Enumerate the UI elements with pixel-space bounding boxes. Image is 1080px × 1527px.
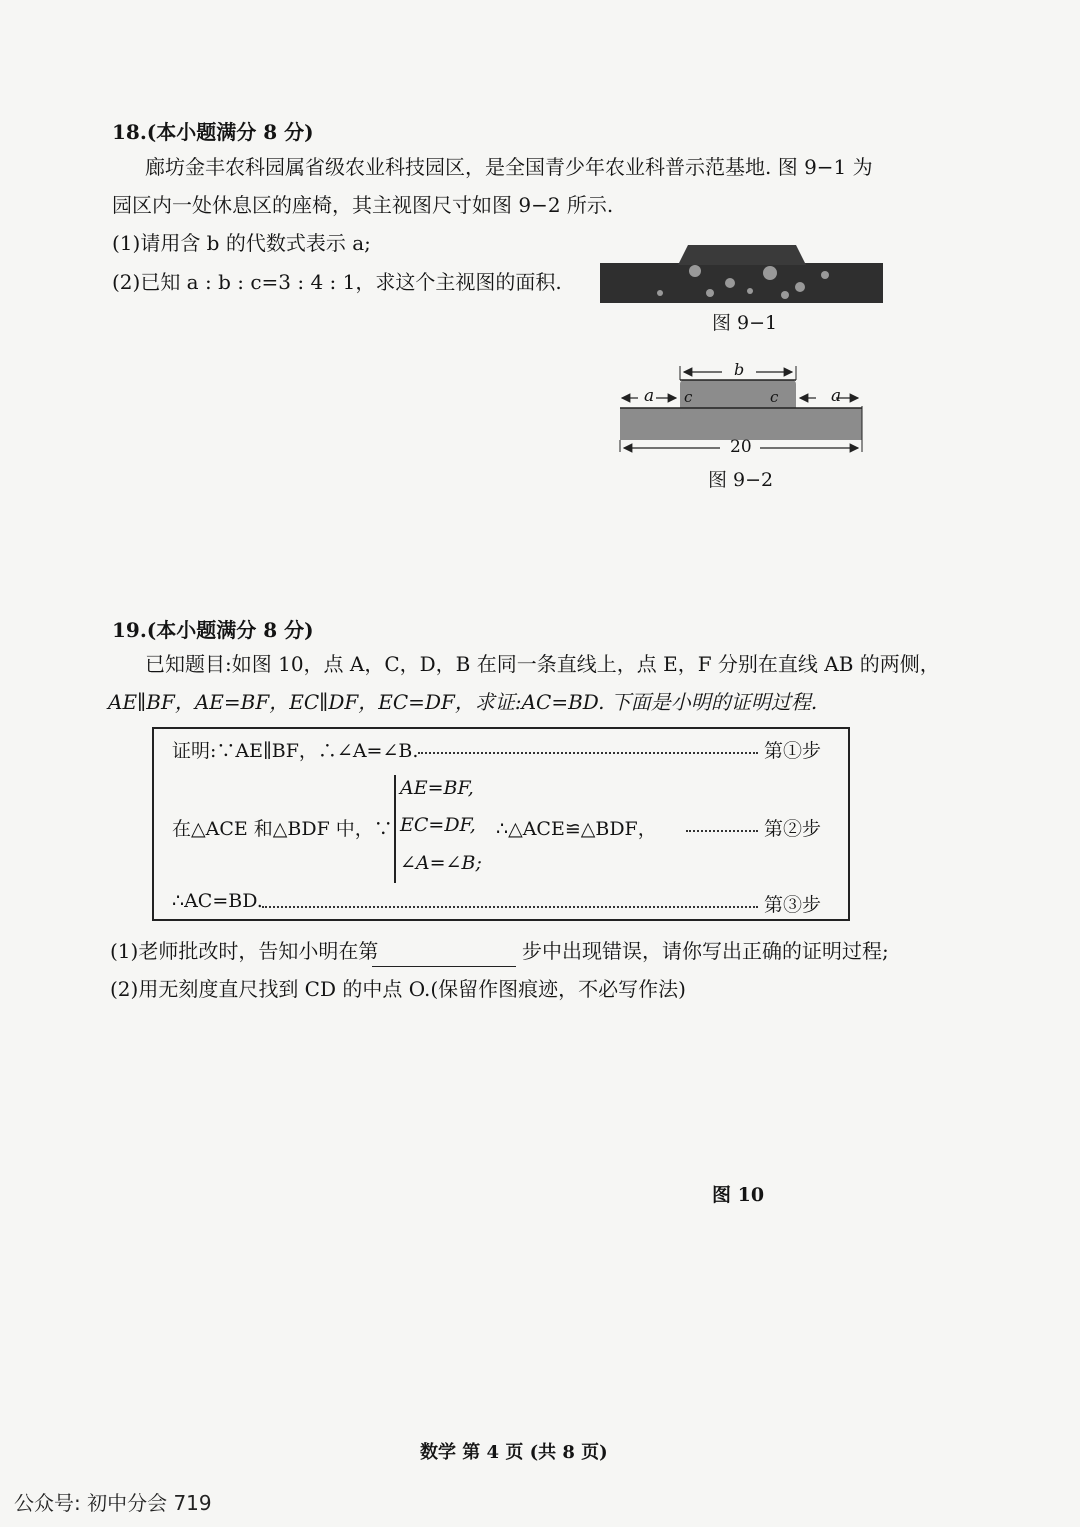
proof-step-2-label: 第②步 (764, 818, 822, 840)
proof-line-1-dots (418, 752, 758, 754)
figure-9-1-bench-photo (600, 243, 883, 303)
proof-line-2-prefix: 在△ACE 和△BDF 中，∵ (172, 818, 393, 840)
q18-title: 18.(本小题满分 8 分) (112, 120, 314, 144)
proof-line-2-dots (686, 830, 758, 832)
figure-9-1-caption: 图 9−1 (712, 312, 778, 334)
q18-part1: (1)请用含 b 的代数式表示 a; (112, 231, 371, 255)
proof-step-3-label: 第③步 (764, 894, 822, 916)
figure-9-2-label-c-right: c (770, 388, 779, 406)
figure-9-2-label-c-left: c (684, 388, 693, 406)
q19-part2: (2)用无刻度直尺找到 CD 的中点 O.(保留作图痕迹，不必写作法) (110, 977, 686, 1001)
figure-10-caption: 图 10 (712, 1184, 765, 1206)
figure-9-2-label-b: b (734, 360, 745, 379)
figure-9-2-caption: 图 9−2 (708, 469, 774, 491)
page-footer: 数学 第 4 页 (共 8 页) (420, 1442, 608, 1463)
q19-paragraph-line2: AE∥BF，AE=BF，EC∥DF，EC=DF，求证:AC=BD. 下面是小明的证明过程. (108, 690, 818, 714)
q19-part1-before: (1)老师批改时，告知小明在第 (110, 939, 379, 963)
watermark-text: 公众号: 初中分会 719 (14, 1491, 212, 1515)
q19-title: 19.(本小题满分 8 分) (112, 618, 314, 642)
proof-line-3: ∴AC=BD. (172, 890, 263, 912)
proof-condition-3: ∠A=∠B; (400, 852, 482, 874)
proof-line-1: 证明:∵AE∥BF，∴∠A=∠B. (172, 740, 419, 762)
proof-condition-1: AE=BF, (400, 777, 474, 799)
figure-9-2-label-20: 20 (730, 437, 752, 457)
q19-paragraph-line1: 已知题目:如图 10，点 A，C，D，B 在同一条直线上，点 E，F 分别在直线 AB 的两侧， (145, 652, 940, 676)
q19-part1-answer-blank (372, 966, 516, 967)
q18-paragraph-line1: 廊坊金丰农科园属省级农业科技园区，是全国青少年农业科普示范基地. 图 9−1 为 (145, 155, 873, 179)
figure-9-2-label-a-left: a (644, 386, 655, 406)
q18-paragraph-line2: 园区内一处休息区的座椅，其主视图尺寸如图 9−2 所示. (112, 193, 614, 217)
proof-condition-2: EC=DF, (400, 814, 476, 836)
figure-9-2-label-a-right: a (831, 386, 842, 406)
proof-brace (394, 775, 396, 883)
q19-part1-after: 步中出现错误，请你写出正确的证明过程; (522, 939, 889, 963)
proof-line-2-conclusion: ∴△ACE≌△BDF， (496, 818, 657, 840)
q18-part2: (2)已知 a : b : c=3 : 4 : 1，求这个主视图的面积. (112, 270, 562, 294)
proof-line-3-dots (262, 906, 758, 908)
proof-step-1-label: 第①步 (764, 740, 822, 762)
